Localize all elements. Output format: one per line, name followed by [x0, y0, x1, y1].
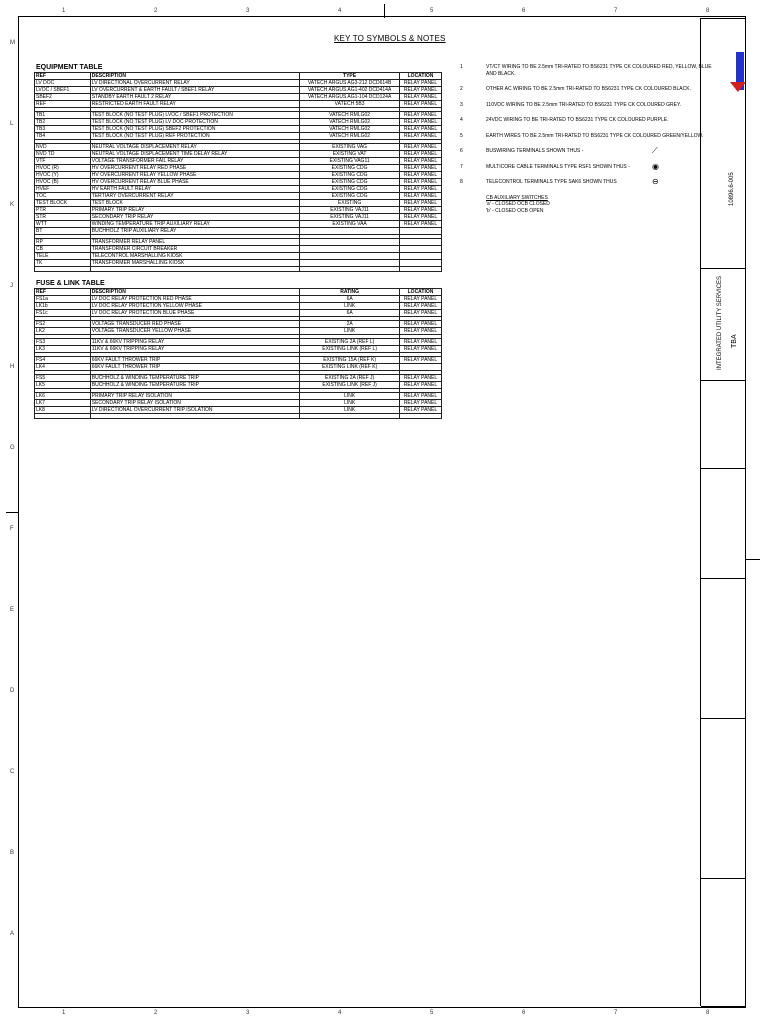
- note-number: 1: [460, 64, 463, 70]
- table-cell: [300, 253, 400, 260]
- table-cell: TOC: [35, 193, 91, 200]
- table-cell: VATECH 5B3: [300, 101, 400, 108]
- table-cell: FS3: [35, 339, 91, 346]
- column-marker: 2: [154, 1010, 158, 1016]
- table-cell: [300, 260, 400, 267]
- table-cell: 2A: [300, 321, 400, 328]
- note-text: TELECONTROL TERMINALS TYPE SAK6 SHOWN THUS: [486, 179, 617, 185]
- table-cell: TEST BLOCK (NO TEST PLUG) LVOC / SBEF1 PROTECTION: [90, 112, 299, 119]
- table-cell: RELAY PANEL: [400, 172, 442, 179]
- table-cell: RELAY PANEL: [400, 165, 442, 172]
- row-marker: M: [10, 40, 15, 46]
- table-cell: EXISTING VAG: [300, 144, 400, 151]
- table-row: [35, 133, 442, 140]
- table-cell: LK3: [35, 346, 91, 353]
- table-cell: NVD TD: [35, 151, 91, 158]
- table-row: [35, 239, 442, 246]
- note-text: 110VDC WIRING TO BE 2.5mm TRI-RATED TO BS6231 TYPE CK COLOURED GREY.: [486, 101, 682, 108]
- table-cell: EXISTING LINK (REF L): [300, 346, 400, 353]
- table-cell: EXISTING CDG: [300, 193, 400, 200]
- left-center-tick: [6, 512, 18, 513]
- note-text: BUSWIRING TERMINALS SHOWN THUS -: [486, 148, 584, 154]
- column-marker: 5: [430, 1010, 434, 1016]
- table-cell: VATECH ARGUS AG3-212 DCD614B: [300, 80, 400, 87]
- table-cell: TERTIARY OVERCURRENT RELAY: [90, 193, 299, 200]
- equipment-heading: EQUIPMENT TABLE: [36, 64, 103, 71]
- terminal-symbol-icon: ◉: [652, 161, 659, 171]
- table-row: [35, 310, 442, 317]
- column-marker: 1: [62, 1010, 66, 1016]
- table-row: [35, 200, 442, 207]
- table-row: [35, 382, 442, 389]
- column-header: RATING: [300, 289, 400, 296]
- table-cell: VATECH RMLG02: [300, 119, 400, 126]
- column-header: LOCATION: [400, 289, 442, 296]
- table-row: [35, 144, 442, 151]
- table-row: [35, 296, 442, 303]
- table-cell: FS4: [35, 357, 91, 364]
- table-cell: EXISTING 15A (REF K): [300, 357, 400, 364]
- table-cell: LK4: [35, 364, 91, 371]
- table-cell: VATECH ARGUS AG1-104 DCD124A: [300, 94, 400, 101]
- table-cell: LK6: [35, 393, 91, 400]
- table-cell: FS2: [35, 321, 91, 328]
- table-header-row: [35, 73, 442, 80]
- table-row: [35, 207, 442, 214]
- row-marker: B: [10, 850, 15, 856]
- table-cell: RELAY PANEL: [400, 303, 442, 310]
- table-cell: NEUTRAL VOLTAGE DISPLACEMENT RELAY: [90, 144, 299, 151]
- table-cell: EXISTING: [300, 200, 400, 207]
- drawing-number: 10896.6-005: [729, 172, 735, 206]
- table-cell: VATECH RMLG02: [300, 112, 400, 119]
- table-cell: HVEF: [35, 186, 91, 193]
- table-cell: WINDING TEMPERATURE TRIP AUXILIARY RELAY: [90, 221, 299, 228]
- column-marker: 3: [246, 8, 250, 14]
- table-row: [35, 346, 442, 353]
- right-center-tick: [746, 559, 760, 560]
- table-cell: FS1c: [35, 310, 91, 317]
- table-cell: WTT: [35, 221, 91, 228]
- note-item: [460, 64, 720, 77]
- table-cell: [300, 239, 400, 246]
- table-cell: TB1: [35, 112, 91, 119]
- table-cell: TEST BLOCK (NO TEST PLUG) REF PROTECTION: [90, 133, 299, 140]
- terminal-symbol-icon: ⊖: [652, 177, 659, 186]
- table-cell: SECONDARY TRIP RELAY: [90, 214, 299, 221]
- note-text: OTHER AC WIRING TO BE 2.5mm TRI-RATED TO BS6231 TYPE CK COLOURED BLACK.: [486, 86, 691, 92]
- table-row: [35, 112, 442, 119]
- table-row: [35, 172, 442, 179]
- table-cell: BUCHHOLZ & WINDING TEMPERATURE TRIP: [90, 382, 300, 389]
- table-cell: LK5: [35, 382, 91, 389]
- table-cell: RELAY PANEL: [400, 101, 442, 108]
- fuse-heading: FUSE & LINK TABLE: [36, 280, 105, 287]
- column-marker: 2: [154, 8, 158, 14]
- notes-list: [460, 64, 720, 214]
- column-marker: 8: [706, 1010, 710, 1016]
- table-cell: RELAY PANEL: [400, 179, 442, 186]
- table-cell: [300, 228, 400, 235]
- table-cell: 11KV & 66KV TRIPPING RELAY: [90, 339, 300, 346]
- spacer-row: [35, 414, 442, 419]
- table-cell: EXISTING VAA: [300, 221, 400, 228]
- row-marker: K: [10, 202, 15, 208]
- table-cell: [400, 228, 442, 235]
- table-row: [35, 126, 442, 133]
- table-cell: RELAY PANEL: [400, 328, 442, 335]
- note-item: [460, 86, 720, 93]
- table-cell: RELAY PANEL: [400, 94, 442, 101]
- table-cell: NEUTRAL VOLTAGE DISPLACEMENT TIME DELAY RELAY: [90, 151, 299, 158]
- column-marker: 4: [338, 1010, 342, 1016]
- table-cell: HV OVERCURRENT RELAY YELLOW PHASE: [90, 172, 299, 179]
- column-marker: 7: [614, 1010, 618, 1016]
- table-cell: TELECONTROL MARSHALLING KIOSK: [90, 253, 299, 260]
- table-cell: TB2: [35, 119, 91, 126]
- table-cell: LK8: [35, 407, 91, 414]
- table-cell: EXISTING CDG: [300, 172, 400, 179]
- table-row: [35, 228, 442, 235]
- table-cell: VATECH RMLG02: [300, 133, 400, 140]
- table-cell: EXISTING VAG11: [300, 158, 400, 165]
- table-cell: VATECH ARGUS AG1-402 DCD414A: [300, 87, 400, 94]
- table-row: [35, 158, 442, 165]
- row-marker: C: [10, 769, 15, 775]
- title-block: [700, 18, 745, 1006]
- table-cell: RESTRICTED EARTH FAULT RELAY: [90, 101, 299, 108]
- column-marker: 4: [338, 8, 342, 14]
- table-cell: RELAY PANEL: [400, 214, 442, 221]
- cb-switch-line: 'b' - CLOSED OCB OPEN: [486, 207, 544, 214]
- table-cell: 66KV FAULT THROWER TRIP: [90, 364, 300, 371]
- table-row: [35, 179, 442, 186]
- table-row: [35, 375, 442, 382]
- table-cell: RELAY PANEL: [400, 87, 442, 94]
- table-cell: HVOC (B): [35, 179, 91, 186]
- table-cell: 6A: [300, 296, 400, 303]
- row-marker: F: [10, 526, 14, 532]
- table-row: [35, 328, 442, 335]
- table-cell: LV DOC RELAY PROTECTION RED PHASE: [90, 296, 300, 303]
- table-cell: RELAY PANEL: [400, 151, 442, 158]
- table-cell: LV DOC: [35, 80, 91, 87]
- table-cell: LINK: [300, 328, 400, 335]
- table-cell: REF: [35, 101, 91, 108]
- table-cell: EXISTING CDG: [300, 179, 400, 186]
- note-number: 3: [460, 101, 463, 108]
- table-cell: LINK: [300, 393, 400, 400]
- table-cell: LV DOC RELAY PROTECTION YELLOW PHASE: [90, 303, 300, 310]
- note-text: 24VDC WIRING TO BE TRI-RATED TO BS6231 TYPE CK COLOURED PURPLE.: [486, 117, 669, 123]
- table-cell: EXISTING VAJ11: [300, 207, 400, 214]
- table-cell: RELAY PANEL: [400, 393, 442, 400]
- note-number: 4: [460, 117, 463, 123]
- table-cell: RELAY PANEL: [400, 221, 442, 228]
- table-row: [35, 400, 442, 407]
- table-cell: [300, 246, 400, 253]
- table-cell: RELAY PANEL: [400, 80, 442, 87]
- table-cell: RELAY PANEL: [400, 346, 442, 353]
- table-cell: VOLTAGE TRANSDUCER RED PHASE: [90, 321, 300, 328]
- table-cell: LINK: [300, 407, 400, 414]
- table-cell: HV OVERCURRENT RELAY BLUE PHASE: [90, 179, 299, 186]
- table-cell: RELAY PANEL: [400, 193, 442, 200]
- table-cell: LV OVERCURRENT & EARTH FAULT / SBEF1 RELAY: [90, 87, 299, 94]
- table-cell: [400, 239, 442, 246]
- table-row: [35, 321, 442, 328]
- table-row: [35, 393, 442, 400]
- column-marker: 6: [522, 1010, 526, 1016]
- table-cell: RELAY PANEL: [400, 310, 442, 317]
- table-cell: LV DIRECTIONAL OVERCURRENT TRIP ISOLATION: [90, 407, 300, 414]
- table-cell: TEST BLOCK: [35, 200, 91, 207]
- table-cell: RELAY PANEL: [400, 112, 442, 119]
- table-cell: LK2: [35, 328, 91, 335]
- table-cell: [400, 253, 442, 260]
- table-cell: FS1a: [35, 296, 91, 303]
- note-item: [460, 133, 720, 140]
- row-marker: D: [10, 688, 15, 694]
- table-cell: STANDBY EARTH FAULT 2 RELAY: [90, 94, 299, 101]
- table-row: [35, 214, 442, 221]
- column-header: TYPE: [300, 73, 400, 80]
- table-cell: TRANSFORMER RELAY PANEL: [90, 239, 299, 246]
- table-cell: TB3: [35, 126, 91, 133]
- table-row: [35, 101, 442, 108]
- top-center-tick: [384, 4, 385, 18]
- table-cell: VOLTAGE TRANSDUCER YELLOW PHASE: [90, 328, 300, 335]
- table-cell: RELAY PANEL: [400, 382, 442, 389]
- column-header: REF: [35, 73, 91, 80]
- table-cell: HV EARTH FAULT RELAY: [90, 186, 299, 193]
- column-marker: 7: [614, 8, 618, 14]
- table-row: [35, 94, 442, 101]
- table-cell: RELAY PANEL: [400, 400, 442, 407]
- table-cell: TELE: [35, 253, 91, 260]
- table-cell: RELAY PANEL: [400, 296, 442, 303]
- table-cell: RELAY PANEL: [400, 133, 442, 140]
- row-marker: G: [10, 445, 15, 451]
- table-row: [35, 221, 442, 228]
- column-header: DESCRIPTION: [90, 289, 300, 296]
- logo-arrow-icon: [730, 82, 746, 92]
- page-title: KEY TO SYMBOLS & NOTES: [334, 34, 446, 43]
- note-item: [460, 179, 720, 186]
- table-cell: EXISTING CDG: [300, 165, 400, 172]
- row-marker: L: [10, 121, 14, 127]
- note-number: 8: [460, 179, 463, 185]
- table-cell: HVOC (R): [35, 165, 91, 172]
- row-marker: A: [10, 931, 15, 937]
- note-text: EARTH WIRES TO BE 2.5mm TRI-RATED TO BS6231 TYPE CK COLOURED GREEN/YELLOW.: [486, 132, 704, 139]
- table-cell: LV DIRECTIONAL OVERCURRENT RELAY: [90, 80, 299, 87]
- note-item: [460, 148, 720, 155]
- table-cell: NVD: [35, 144, 91, 151]
- table-cell: RELAY PANEL: [400, 357, 442, 364]
- column-marker: 1: [62, 8, 66, 14]
- table-cell: RELAY PANEL: [400, 119, 442, 126]
- note-number: 5: [460, 132, 463, 139]
- table-row: [35, 87, 442, 94]
- table-cell: PRIMARY TRIP RELAY ISOLATION: [90, 393, 300, 400]
- table-cell: EXISTING VAT: [300, 151, 400, 158]
- table-cell: 6A: [300, 310, 400, 317]
- table-cell: TK: [35, 260, 91, 267]
- table-cell: EXISTING CDG: [300, 186, 400, 193]
- table-cell: RELAY PANEL: [400, 158, 442, 165]
- table-cell: HVOC (Y): [35, 172, 91, 179]
- table-row: [35, 253, 442, 260]
- column-header: DESCRIPTION: [90, 73, 299, 80]
- note-item: [460, 102, 720, 109]
- company-name: INTEGRATED UTILITY SERVICES: [717, 275, 723, 370]
- table-cell: RELAY PANEL: [400, 144, 442, 151]
- table-row: [35, 193, 442, 200]
- note-number: 7: [460, 163, 463, 170]
- table-cell: RELAY PANEL: [400, 186, 442, 193]
- table-row: [35, 151, 442, 158]
- table-cell: LV DOC RELAY PROTECTION BLUE PHASE: [90, 310, 300, 317]
- table-cell: STR: [35, 214, 91, 221]
- table-cell: SBEF2: [35, 94, 91, 101]
- note-text: MULTICORE CABLE TERMINALS TYPE RSF1 SHOWN THUS -: [486, 163, 630, 170]
- table-row: [35, 260, 442, 267]
- table-row: [35, 165, 442, 172]
- table-row: [35, 407, 442, 414]
- table-cell: LVOC / SBEF1: [35, 87, 91, 94]
- table-cell: TEST BLOCK (NO TEST PLUG) SBEF2 PROTECTION: [90, 126, 299, 133]
- table-row: [35, 186, 442, 193]
- table-cell: TRANSFORMER CIRCUIT BREAKER: [90, 246, 299, 253]
- note-item: [460, 161, 720, 171]
- row-marker: J: [10, 283, 13, 289]
- cb-aux-switches: [460, 195, 720, 215]
- table-cell: RELAY PANEL: [400, 126, 442, 133]
- row-marker: E: [10, 607, 15, 613]
- table-cell: FS5: [35, 375, 91, 382]
- table-cell: [400, 246, 442, 253]
- table-cell: LINK: [300, 400, 400, 407]
- table-cell: BT: [35, 228, 91, 235]
- table-cell: EXISTING 2A (REF L): [300, 339, 400, 346]
- table-cell: RP: [35, 239, 91, 246]
- column-header: LOCATION: [400, 73, 442, 80]
- table-cell: TB4: [35, 133, 91, 140]
- note-number: 2: [460, 86, 463, 92]
- cb-switches-heading: CB AUXILIARY SWITCHES: [486, 194, 548, 201]
- cb-switch-line: 'a' - CLOSED OCB CLOSED: [486, 201, 550, 207]
- table-cell: RELAY PANEL: [400, 407, 442, 414]
- column-header: REF: [35, 289, 91, 296]
- table-cell: SECONDARY TRIP RELAY ISOLATION: [90, 400, 300, 407]
- row-marker: H: [10, 364, 15, 370]
- table-cell: BUCHHOLZ TRIP AUXILIARY RELAY: [90, 228, 299, 235]
- table-row: [35, 364, 442, 371]
- table-cell: [400, 364, 442, 371]
- table-cell: CB: [35, 246, 91, 253]
- table-cell: LK7: [35, 400, 91, 407]
- table-cell: HV OVERCURRENT RELAY RED PHASE: [90, 165, 299, 172]
- note-item: [460, 117, 720, 124]
- table-cell: EXISTING VAJ11: [300, 214, 400, 221]
- table-cell: 11KV & 66KV TRIPPING RELAY: [90, 346, 300, 353]
- table-cell: TEST BLOCK (NO TEST PLUG) LV DOC PROTECTION: [90, 119, 299, 126]
- table-cell: LK1b: [35, 303, 91, 310]
- table-cell: TEST BLOCK: [90, 200, 299, 207]
- column-marker: 6: [522, 8, 526, 14]
- equipment-table: [34, 72, 442, 272]
- note-text: VT/CT WIRING TO BE 2.5mm TRI-RATED TO BS6231 TYPE CK COLOURED RED, YELLOW, BLUE AND BLACK.: [486, 64, 712, 77]
- table-cell: RELAY PANEL: [400, 207, 442, 214]
- note-number: 6: [460, 148, 463, 154]
- spacer-row: [35, 267, 442, 272]
- drawing-reference: TBA: [731, 334, 738, 348]
- table-cell: EXISTING LINK (REF K): [300, 364, 400, 371]
- terminal-symbol-icon: ⟋: [652, 146, 658, 155]
- column-marker: 5: [430, 8, 434, 14]
- fuse-link-table: [34, 288, 442, 419]
- table-cell: RELAY PANEL: [400, 375, 442, 382]
- table-row: [35, 80, 442, 87]
- table-cell: [400, 260, 442, 267]
- table-header-row: [35, 289, 442, 296]
- table-cell: RELAY PANEL: [400, 339, 442, 346]
- table-cell: BUCHHOLZ & WINDING TEMPERATURE TRIP: [90, 375, 300, 382]
- table-cell: 66KV FAULT THROWER TRIP: [90, 357, 300, 364]
- table-row: [35, 119, 442, 126]
- table-cell: PRIMARY TRIP RELAY: [90, 207, 299, 214]
- table-cell: EXISTING 2A (REF J): [300, 375, 400, 382]
- table-cell: VTF: [35, 158, 91, 165]
- table-cell: TRANSFORMER MARSHALLING KIOSK: [90, 260, 299, 267]
- table-cell: EXISTING LINK (REF J): [300, 382, 400, 389]
- table-cell: PTR: [35, 207, 91, 214]
- table-cell: RELAY PANEL: [400, 200, 442, 207]
- table-row: [35, 303, 442, 310]
- table-cell: RELAY PANEL: [400, 321, 442, 328]
- table-row: [35, 339, 442, 346]
- table-cell: VOLTAGE TRANSFORMER FAIL RELAY: [90, 158, 299, 165]
- table-cell: LINK: [300, 303, 400, 310]
- table-cell: VATECH RMLG02: [300, 126, 400, 133]
- table-row: [35, 246, 442, 253]
- column-marker: 8: [706, 8, 710, 14]
- table-row: [35, 357, 442, 364]
- column-marker: 3: [246, 1010, 250, 1016]
